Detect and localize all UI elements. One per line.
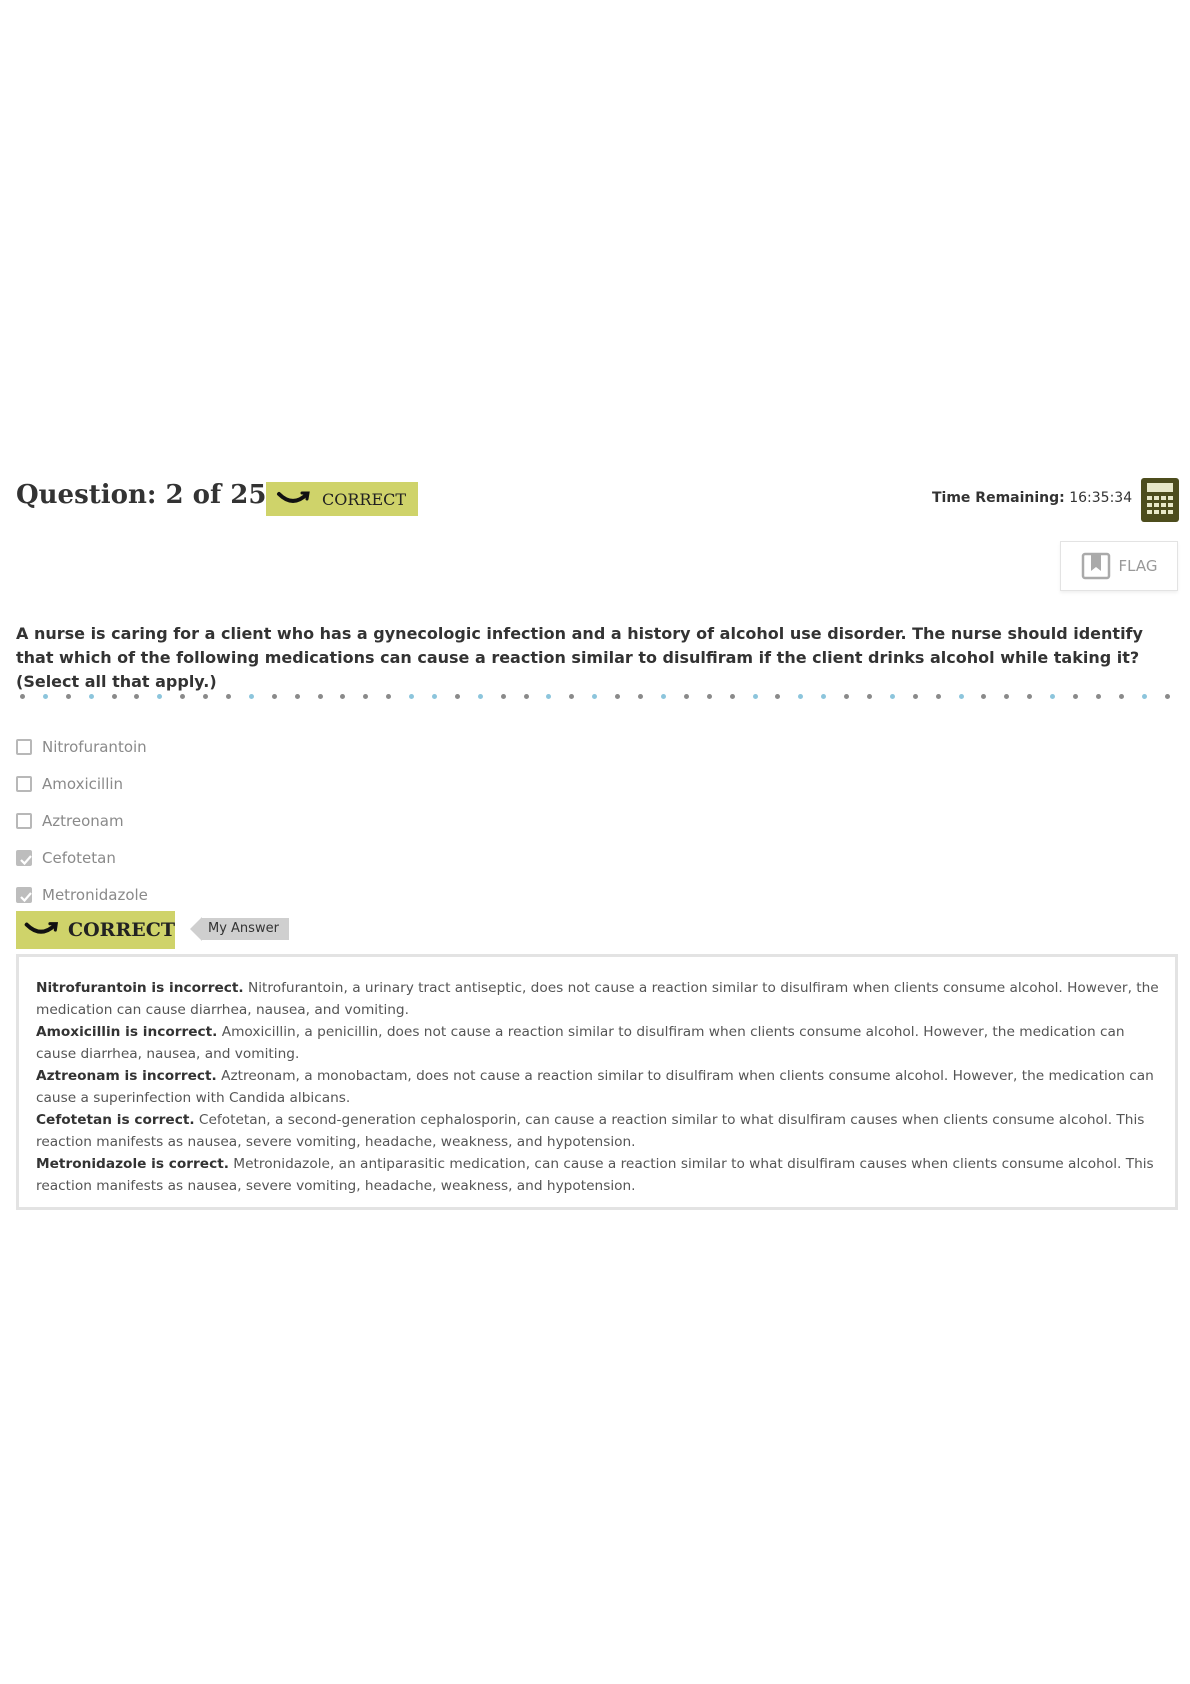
option-aztreonam[interactable] bbox=[16, 802, 148, 839]
divider-dot bbox=[730, 694, 735, 699]
answer-options bbox=[16, 728, 148, 913]
rationale-heading: Nitrofurantoin is incorrect. bbox=[36, 980, 244, 996]
divider-dot bbox=[386, 694, 391, 699]
divider-dot bbox=[203, 694, 208, 699]
rationale-text: Cefotetan, a second-generation cephalosporin, can cause a reaction similar to what disulfiram causes when clients consume alcohol. This reaction manifests as nausea, severe vomiting, headache, weakness, and hypotension. bbox=[36, 1112, 1145, 1150]
divider-dot bbox=[1096, 694, 1101, 699]
divider-dot bbox=[455, 694, 460, 699]
checkbox[interactable] bbox=[16, 813, 32, 829]
divider-dot bbox=[775, 694, 780, 699]
divider-dot bbox=[1165, 694, 1170, 699]
divider-dot bbox=[1027, 694, 1032, 699]
calculator-icon bbox=[1141, 478, 1179, 522]
divider-dot bbox=[363, 694, 368, 699]
divider-dot bbox=[272, 694, 277, 699]
divider-dot bbox=[409, 694, 414, 699]
divider-dot bbox=[1004, 694, 1009, 699]
divider-dot bbox=[524, 694, 529, 699]
tag-arrow bbox=[190, 917, 202, 941]
my-answer-tag bbox=[190, 918, 289, 940]
divider-dot bbox=[707, 694, 712, 699]
divider-dot bbox=[592, 694, 597, 699]
divider-dot bbox=[226, 694, 231, 699]
checkbox[interactable] bbox=[16, 776, 32, 792]
status-badge bbox=[266, 482, 418, 516]
option-label: Nitrofurantoin bbox=[42, 737, 147, 756]
time-remaining-value: 16:35:34 bbox=[1069, 490, 1133, 506]
option-label: Cefotetan bbox=[42, 848, 116, 867]
divider-dot bbox=[20, 694, 25, 699]
rationale-panel bbox=[16, 954, 1178, 1210]
divider-dot bbox=[1050, 694, 1055, 699]
rationale-heading: Amoxicillin is incorrect. bbox=[36, 1024, 218, 1040]
divider-dot bbox=[157, 694, 162, 699]
rationale-item bbox=[36, 1109, 1159, 1153]
divider-dot bbox=[432, 694, 437, 699]
divider-dot bbox=[501, 694, 506, 699]
bookmark-icon bbox=[1081, 551, 1111, 581]
divider-dot bbox=[661, 694, 666, 699]
divider-dot bbox=[959, 694, 964, 699]
dotted-divider bbox=[20, 693, 1170, 699]
rationale-item bbox=[36, 1153, 1159, 1197]
my-answer-label: My Answer bbox=[202, 918, 289, 940]
flag-label: FLAG bbox=[1118, 557, 1158, 575]
divider-dot bbox=[295, 694, 300, 699]
divider-dot bbox=[340, 694, 345, 699]
divider-dot bbox=[478, 694, 483, 699]
divider-dot bbox=[134, 694, 139, 699]
result-badge bbox=[16, 911, 175, 949]
checkbox-checked[interactable] bbox=[16, 887, 32, 903]
rationale-item bbox=[36, 977, 1159, 1021]
divider-dot bbox=[66, 694, 71, 699]
divider-dot bbox=[1073, 694, 1078, 699]
flag-button[interactable] bbox=[1060, 541, 1178, 591]
question-counter: Question: 2 of 25 bbox=[16, 480, 267, 510]
divider-dot bbox=[684, 694, 689, 699]
divider-dot bbox=[1119, 694, 1124, 699]
divider-dot bbox=[798, 694, 803, 699]
divider-dot bbox=[936, 694, 941, 699]
rationale-heading: Metronidazole is correct. bbox=[36, 1156, 229, 1172]
option-nitrofurantoin[interactable] bbox=[16, 728, 148, 765]
question-text: A nurse is caring for a client who has a gynecologic infection and a history of alcohol use disorder. The nurse should identify that which of the following medications can cause a reaction similar to disulfiram if the client drinks alcohol while taking it? (Select all that apply.) bbox=[16, 624, 1143, 691]
checkmark-icon bbox=[18, 852, 34, 868]
curve-arrow-icon bbox=[276, 490, 310, 508]
option-label: Metronidazole bbox=[42, 885, 148, 904]
divider-dot bbox=[821, 694, 826, 699]
calculator-button[interactable] bbox=[1141, 478, 1179, 522]
divider-dot bbox=[753, 694, 758, 699]
checkbox[interactable] bbox=[16, 739, 32, 755]
divider-dot bbox=[546, 694, 551, 699]
divider-dot bbox=[1142, 694, 1147, 699]
option-label: Aztreonam bbox=[42, 811, 124, 830]
divider-dot bbox=[638, 694, 643, 699]
rationale-text: Amoxicillin, a penicillin, does not cause a reaction similar to disulfiram when clients consume alcohol. However, the medication can cause diarrhea, nausea, and vomiting. bbox=[36, 1024, 1125, 1062]
divider-dot bbox=[569, 694, 574, 699]
rationale-text: Metronidazole, an antiparasitic medication, can cause a reaction similar to what disulfiram causes when clients consume alcohol. This reaction manifests as nausea, severe vomiting, headache, weakness, and hypotension. bbox=[36, 1156, 1154, 1194]
divider-dot bbox=[43, 694, 48, 699]
divider-dot bbox=[318, 694, 323, 699]
rationale-item bbox=[36, 1021, 1159, 1065]
divider-dot bbox=[844, 694, 849, 699]
divider-dot bbox=[913, 694, 918, 699]
option-amoxicillin[interactable] bbox=[16, 765, 148, 802]
rationale-heading: Aztreonam is incorrect. bbox=[36, 1068, 217, 1084]
rationale-heading: Cefotetan is correct. bbox=[36, 1112, 195, 1128]
time-remaining-label: Time Remaining: bbox=[932, 490, 1065, 506]
rationale-text: Nitrofurantoin, a urinary tract antiseptic, does not cause a reaction similar to disulfiram when clients consume alcohol. However, the medication can cause diarrhea, nausea, and vomiting. bbox=[36, 980, 1159, 1018]
checkmark-icon bbox=[18, 889, 34, 905]
rationale-text: Aztreonam, a monobactam, does not cause a reaction similar to disulfiram when clients consume alcohol. However, the medication can cause a superinfection with Candida albicans. bbox=[36, 1068, 1154, 1106]
divider-dot bbox=[890, 694, 895, 699]
checkbox-checked[interactable] bbox=[16, 850, 32, 866]
option-cefotetan[interactable] bbox=[16, 839, 148, 876]
divider-dot bbox=[180, 694, 185, 699]
divider-dot bbox=[89, 694, 94, 699]
curve-arrow-icon bbox=[24, 920, 58, 940]
divider-dot bbox=[867, 694, 872, 699]
divider-dot bbox=[112, 694, 117, 699]
divider-dot bbox=[615, 694, 620, 699]
divider-dot bbox=[249, 694, 254, 699]
option-metronidazole[interactable] bbox=[16, 876, 148, 913]
time-remaining bbox=[932, 490, 1132, 506]
status-badge-label: CORRECT bbox=[322, 489, 407, 509]
option-label: Amoxicillin bbox=[42, 774, 124, 793]
divider-dot bbox=[981, 694, 986, 699]
result-badge-label: CORRECT bbox=[68, 919, 175, 941]
rationale-item bbox=[36, 1065, 1159, 1109]
